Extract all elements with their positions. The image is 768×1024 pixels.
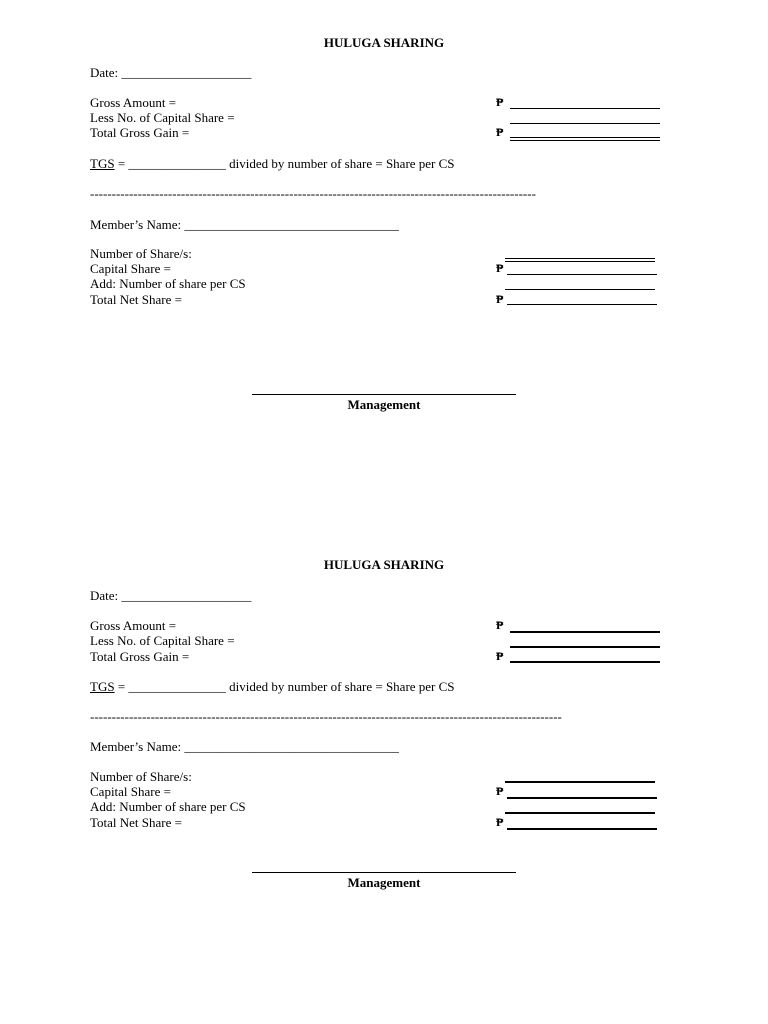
number-of-shares-label: Number of Share/s:: [90, 769, 192, 784]
signature-line: [252, 872, 516, 873]
form-title: HULUGA SHARING: [323, 557, 445, 572]
capital-share-label: Capital Share =: [90, 261, 171, 276]
management-label: Management: [347, 397, 421, 412]
capital-share-blank: [507, 797, 657, 799]
tgs-line: [90, 156, 455, 171]
form-title: HULUGA SHARING: [323, 35, 445, 50]
date-field: Date: ____________________: [90, 65, 252, 80]
total-net-share-blank: [507, 304, 657, 305]
total-gross-gain-blank: [510, 137, 660, 141]
peso-symbol: ₱: [496, 618, 504, 632]
huluga-sharing-form-bottom: [0, 523, 768, 923]
peso-symbol: ₱: [496, 815, 504, 829]
total-gross-gain-blank: [510, 661, 660, 663]
tgs-formula: = _______________ divided by number of share = Share per CS: [114, 156, 455, 171]
tgs-abbrev: TGS: [90, 679, 115, 694]
number-of-shares-blank: [505, 781, 655, 783]
peso-symbol: ₱: [496, 784, 504, 798]
huluga-sharing-form-top: [0, 0, 768, 412]
separator-line: -------------------------------------------------------------------------------------------------------: [90, 186, 536, 201]
less-capital-share-label: Less No. of Capital Share =: [90, 110, 235, 125]
peso-symbol: ₱: [496, 261, 504, 275]
separator-line: -------------------------------------------------------------------------------------------------------------: [90, 709, 562, 724]
total-gross-gain-label: Total Gross Gain =: [90, 125, 190, 140]
gross-amount-label: Gross Amount =: [90, 618, 177, 633]
total-net-share-label: Total Net Share =: [90, 292, 182, 307]
number-of-shares-blank: [505, 258, 655, 262]
number-of-shares-label: Number of Share/s:: [90, 246, 192, 261]
date-field: Date: ____________________: [90, 588, 252, 603]
member-name-field: Member’s Name: _________________________________: [90, 217, 399, 232]
member-name-field: Member’s Name: _________________________________: [90, 739, 399, 754]
tgs-formula: = _______________ divided by number of share = Share per CS: [114, 679, 455, 694]
capital-share-label: Capital Share =: [90, 784, 171, 799]
gross-amount-blank: [510, 631, 660, 633]
add-share-per-cs-label: Add: Number of share per CS: [90, 799, 246, 814]
peso-symbol: ₱: [496, 649, 504, 663]
gross-amount-label: Gross Amount =: [90, 95, 177, 110]
peso-symbol: ₱: [496, 125, 504, 139]
gross-amount-blank: [510, 108, 660, 109]
total-net-share-blank: [507, 828, 657, 830]
tgs-abbrev: TGS: [90, 156, 115, 171]
less-capital-share-blank: [510, 646, 660, 648]
total-net-share-label: Total Net Share =: [90, 815, 182, 830]
peso-symbol: ₱: [496, 292, 504, 306]
peso-symbol: ₱: [496, 95, 504, 109]
total-gross-gain-label: Total Gross Gain =: [90, 649, 190, 664]
management-label: Management: [347, 875, 421, 890]
add-share-per-cs-label: Add: Number of share per CS: [90, 276, 246, 291]
less-capital-share-label: Less No. of Capital Share =: [90, 633, 235, 648]
tgs-line: [90, 679, 455, 694]
capital-share-blank: [507, 274, 657, 275]
signature-line: [252, 394, 516, 395]
less-capital-share-blank: [510, 123, 660, 124]
add-share-blank: [505, 812, 655, 814]
add-share-blank: [505, 289, 655, 290]
